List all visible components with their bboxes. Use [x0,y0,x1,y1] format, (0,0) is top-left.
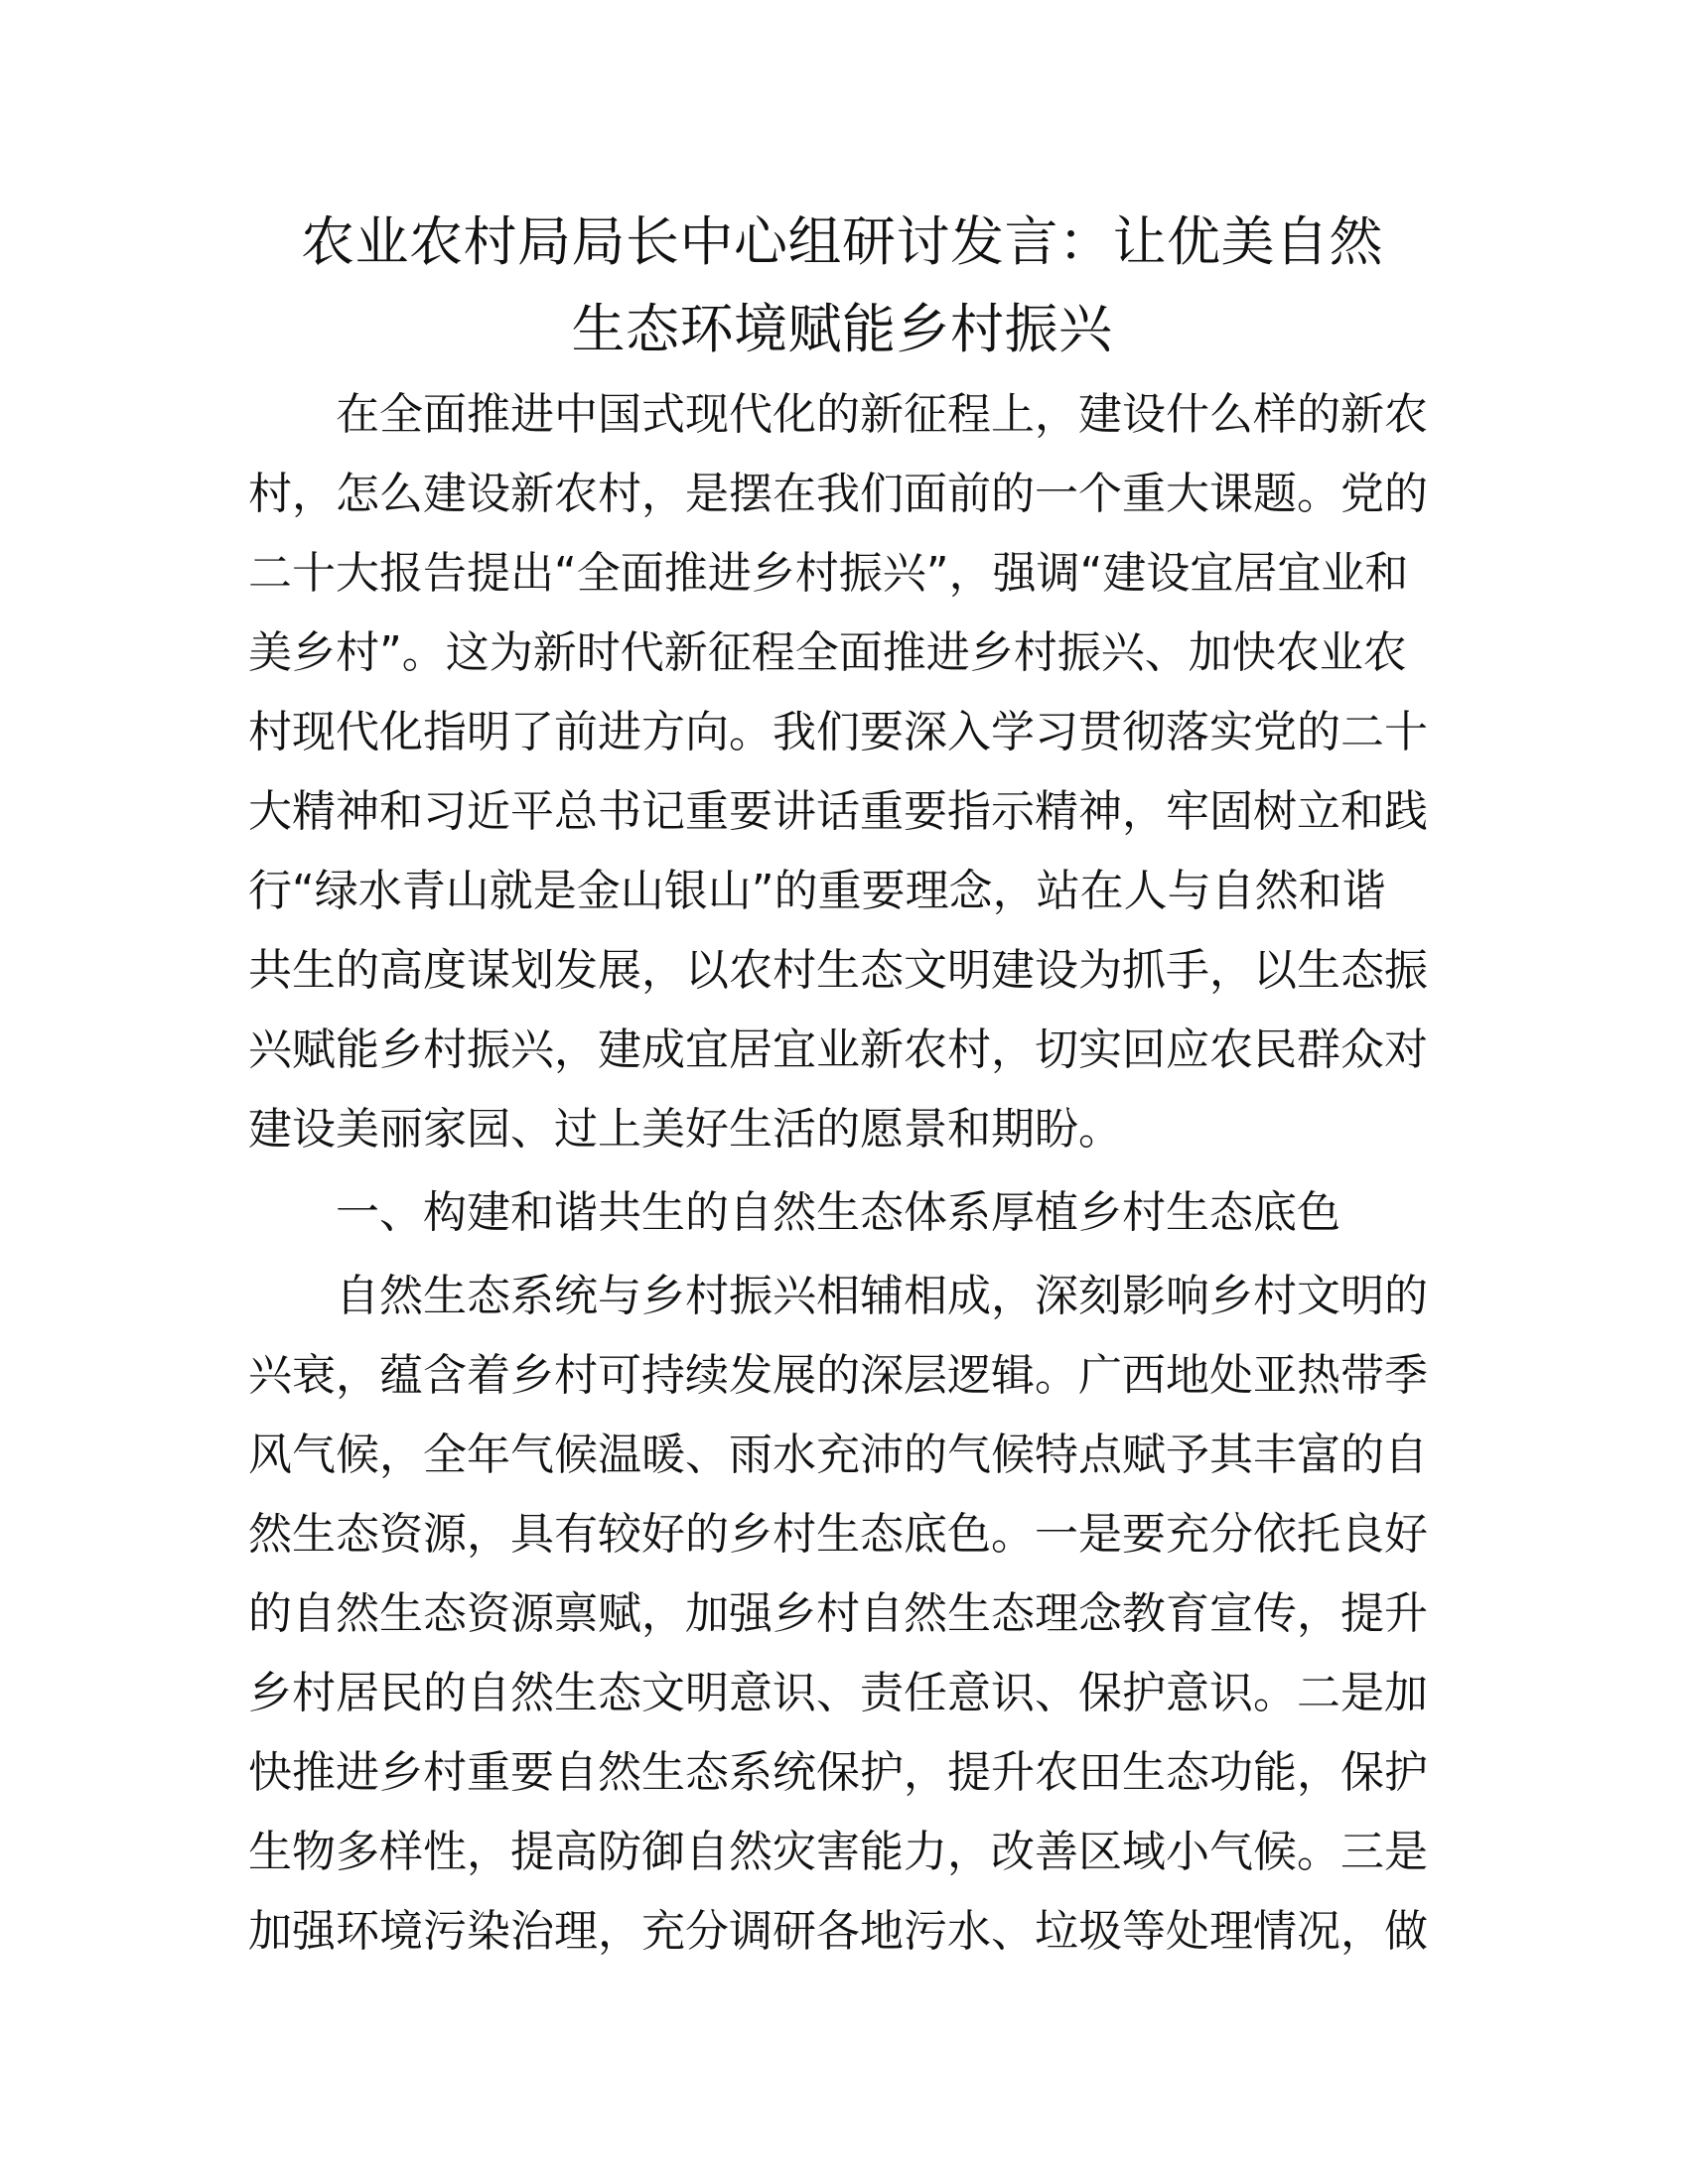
document-title [248,199,1436,373]
paragraph-line: 兴赋能乡村振兴，建成宜居宜业新农村，切实回应农民群众对 [248,1024,1428,1075]
section1-paragraph [248,1257,1436,1972]
paragraph-line: 建设美丽家园、过上美好生活的愿景和期盼。 [248,1104,1122,1155]
paragraph-line: 行“绿水青山就是金山银山”的重要理念，站在人与自然和谐 [248,866,1386,916]
paragraph-line: 在全面推进中国式现代化的新征程上，建设什么样的新农 [336,389,1428,440]
paragraph-line: 兴衰，蕴含着乡村可持续发展的深层逻辑。广西地处亚热带季 [248,1350,1428,1401]
paragraph-line: 风气候，全年气候温暖、雨水充沛的气候特点赋予其丰富的自 [248,1430,1428,1480]
paragraph-line: 二十大报告提出“全面推进乡村振兴”，强调“建设宜居宜业和 [248,548,1409,599]
paragraph-line: 美乡村”。这为新时代新征程全面推进乡村振兴、加快农业农 [248,627,1407,678]
document-page [248,199,1436,1972]
paragraph-line: 自然生态系统与乡村振兴相辅相成，深刻影响乡村文明的 [336,1271,1428,1321]
paragraph-line: 村，怎么建设新农村，是摆在我们面前的一个重大课题。党的 [248,469,1428,519]
section-heading-text: 一、构建和谐共生的自然生态体系厚植乡村生态底色 [336,1187,1340,1238]
title-line: 生态环境赋能乡村振兴 [571,298,1113,360]
paragraph-line: 共生的高度谋划发展，以农村生态文明建设为抓手，以生态振 [248,945,1428,996]
paragraph-line: 的自然生态资源禀赋，加强乡村自然生态理念教育宣传，提升 [248,1588,1428,1639]
paragraph-line: 大精神和习近平总书记重要讲话重要指示精神，牢固树立和践 [248,786,1428,837]
intro-paragraph [248,375,1436,1169]
section-heading-1 [248,1173,1436,1253]
paragraph-line: 乡村居民的自然生态文明意识、责任意识、保护意识。二是加 [248,1668,1428,1718]
paragraph-line: 快推进乡村重要自然生态系统保护，提升农田生态功能，保护 [248,1747,1428,1798]
title-line: 农业农村局局长中心组研讨发言：让优美自然 [301,210,1383,273]
paragraph-line: 生物多样性，提高防御自然灾害能力，改善区域小气候。三是 [248,1827,1428,1877]
paragraph-line: 加强环境污染治理，充分调研各地污水、垃圾等处理情况，做 [248,1906,1428,1957]
paragraph-line: 然生态资源，具有较好的乡村生态底色。一是要充分依托良好 [248,1509,1428,1560]
paragraph-line: 村现代化指明了前进方向。我们要深入学习贯彻落实党的二十 [248,707,1428,757]
